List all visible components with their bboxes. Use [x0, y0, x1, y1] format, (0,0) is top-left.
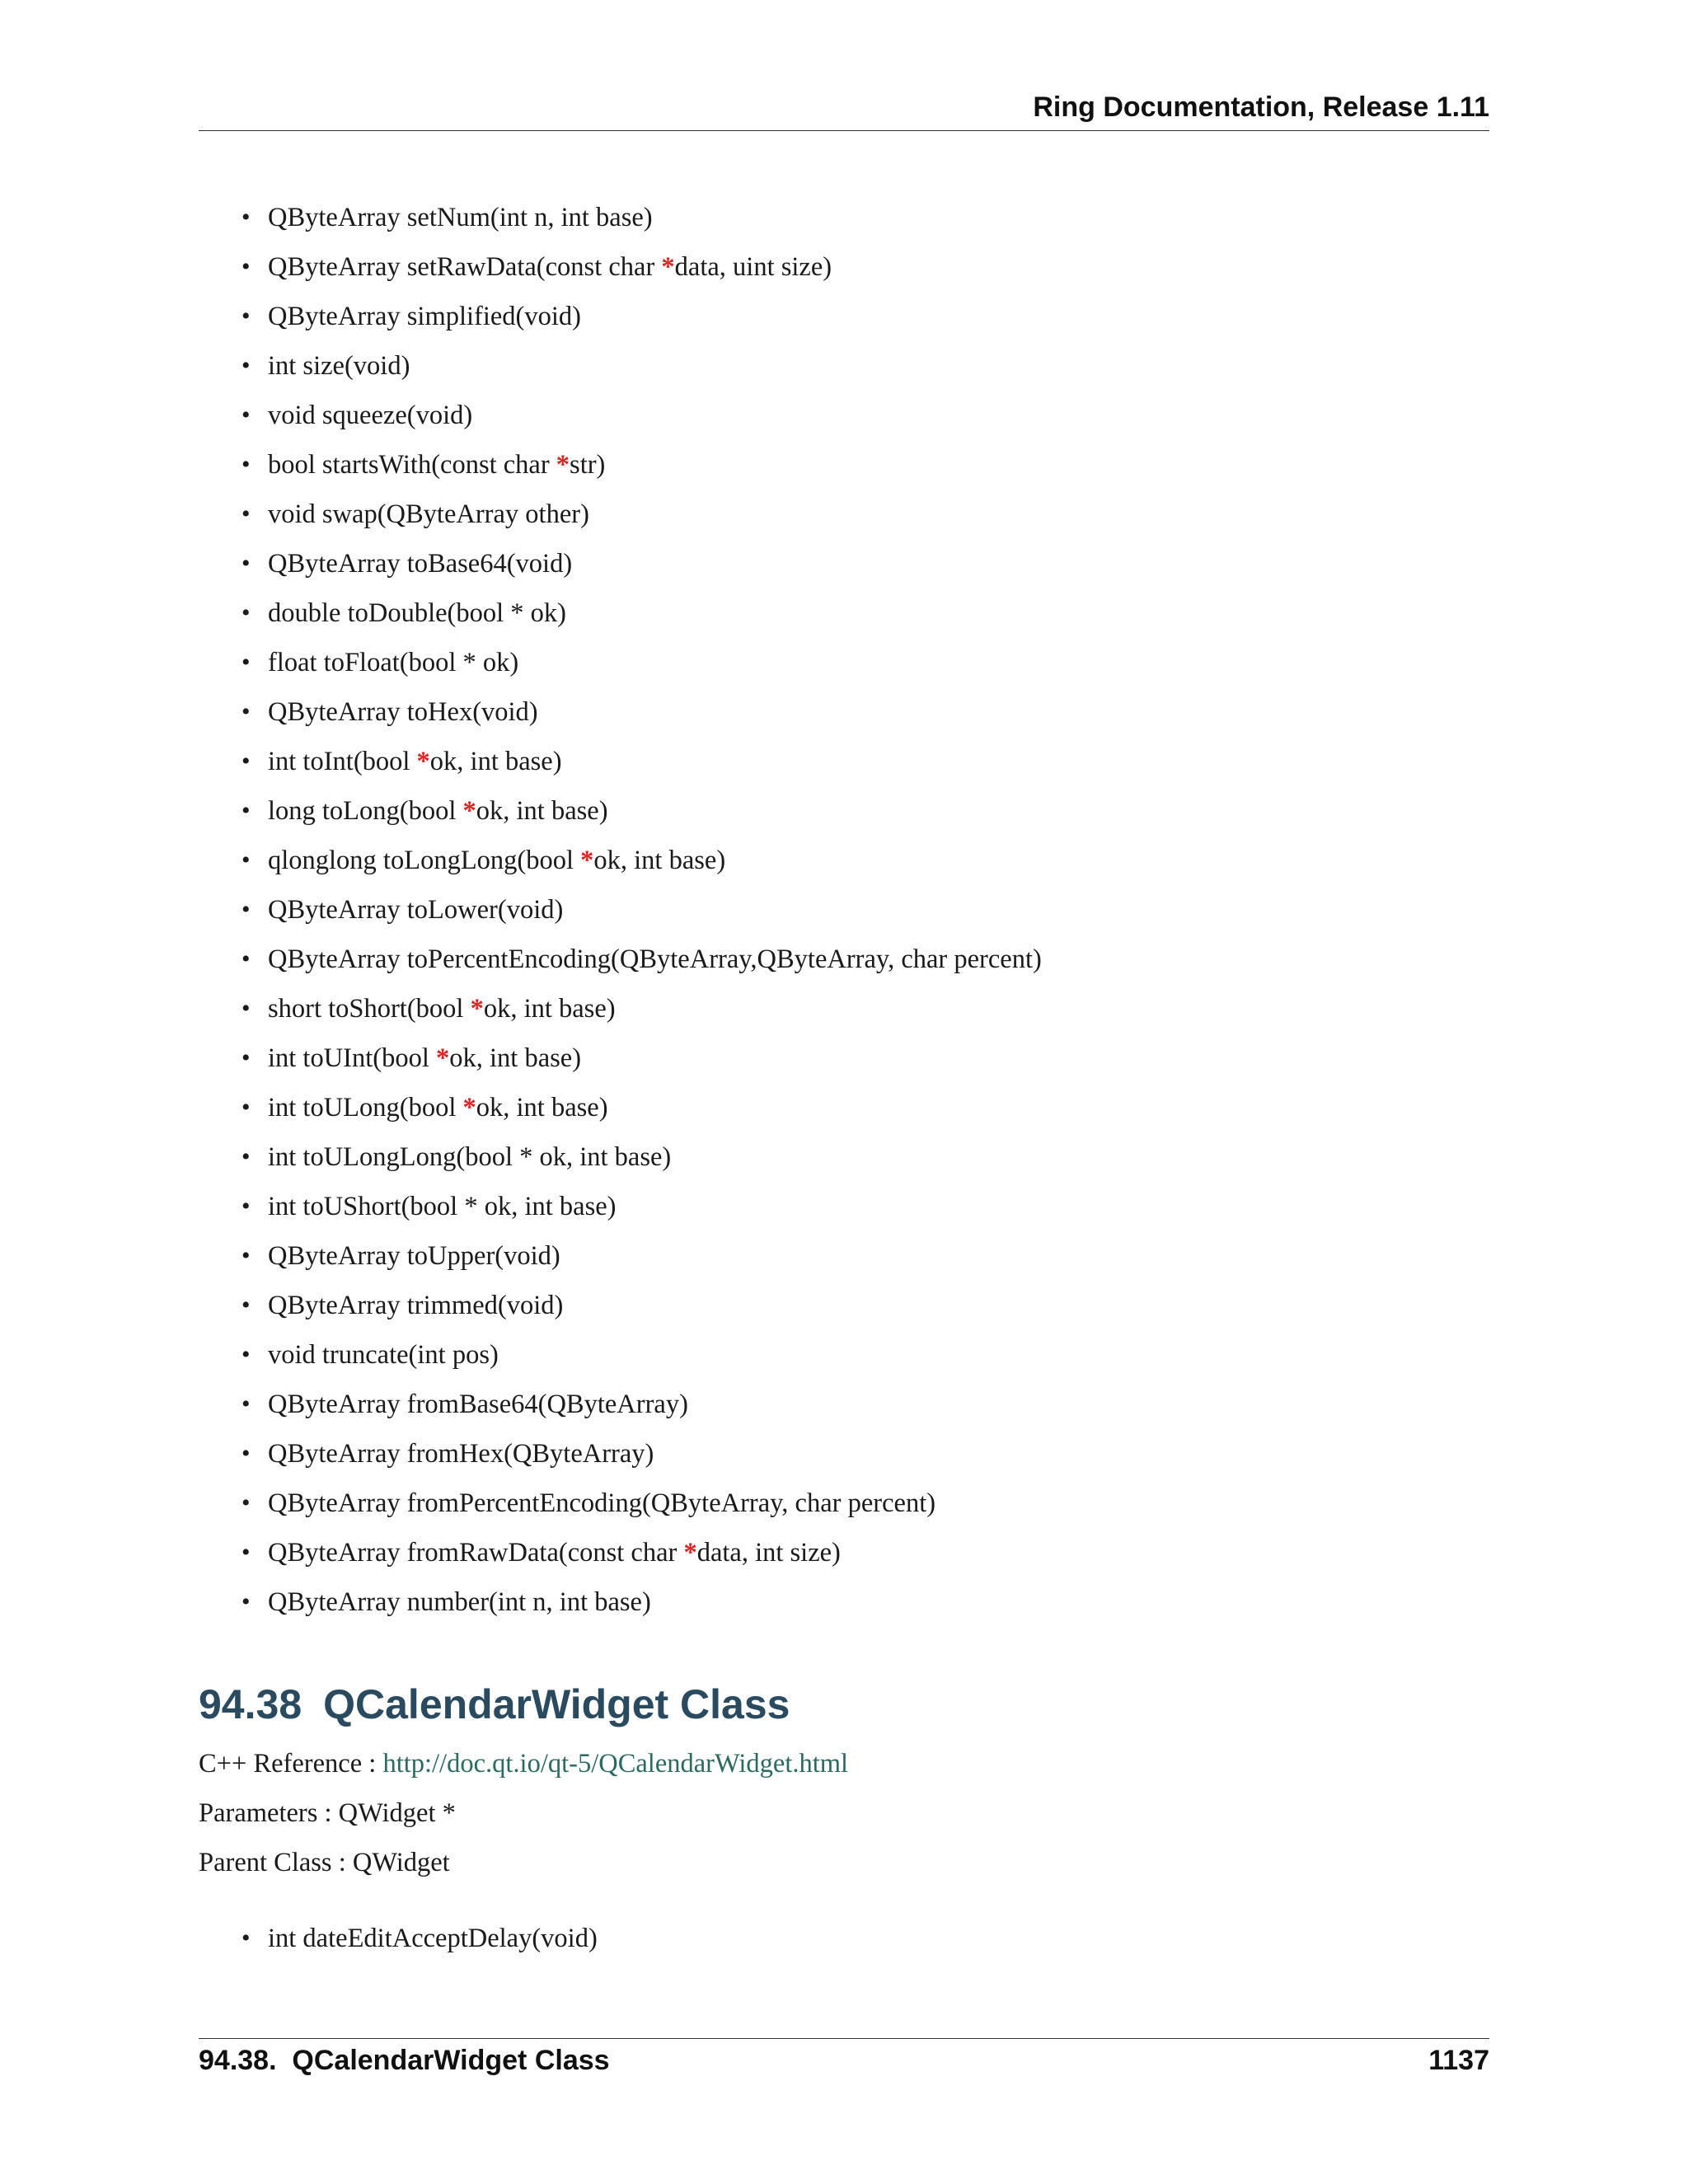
section-heading	[199, 1678, 790, 1731]
bullet-icon: •	[241, 550, 251, 577]
method-signature: QByteArray setNum(int n, int base)	[268, 203, 653, 232]
bullet-icon: •	[241, 1539, 251, 1566]
section-method-list	[241, 1917, 598, 1966]
bullet-icon: •	[241, 945, 251, 972]
method-signature: qlonglong toLongLong(bool	[268, 846, 581, 875]
header-rule	[199, 130, 1489, 131]
method-item	[241, 1917, 598, 1966]
method-item	[241, 839, 1478, 888]
pointer-asterisk: *	[470, 994, 484, 1024]
method-item	[241, 888, 1478, 938]
method-signature: QByteArray fromPercentEncoding(QByteArray, char percent)	[268, 1488, 936, 1518]
method-signature-rest: data, int size)	[696, 1538, 841, 1568]
method-signature-rest: ok, int base)	[476, 796, 608, 826]
method-signature-rest: ok, int base)	[449, 1043, 582, 1073]
method-signature: int toULongLong(bool * ok, int base)	[268, 1142, 672, 1172]
method-signature: QByteArray simplified(void)	[268, 302, 581, 331]
method-signature: QByteArray fromRawData(const char	[268, 1538, 684, 1568]
method-item	[241, 1482, 1478, 1531]
bullet-icon: •	[241, 1242, 251, 1269]
method-item	[241, 641, 1478, 691]
method-signature: double toDouble(bool * ok)	[268, 598, 566, 628]
pointer-asterisk: *	[683, 1538, 697, 1568]
section-title: QCalendarWidget Class	[323, 1681, 790, 1727]
method-item	[241, 1037, 1478, 1086]
parameters-line: Parameters : QWidget *	[199, 1798, 456, 1828]
method-item	[241, 493, 1478, 542]
method-signature: int size(void)	[268, 351, 410, 381]
page-number: 1137	[1428, 2045, 1489, 2076]
bullet-icon: •	[241, 204, 251, 231]
method-signature-rest: ok, int base)	[483, 994, 616, 1024]
bullet-icon: •	[241, 253, 251, 280]
method-item	[241, 1432, 1478, 1482]
method-item	[241, 740, 1478, 790]
method-signature: QByteArray toLower(void)	[268, 895, 564, 925]
reference-label: C++ Reference :	[199, 1749, 383, 1779]
method-signature: int toULong(bool	[268, 1093, 463, 1122]
bullet-icon: •	[241, 302, 251, 330]
bullet-icon: •	[241, 401, 251, 429]
method-item	[241, 987, 1478, 1037]
bullet-icon: •	[241, 797, 251, 824]
method-item	[241, 1531, 1478, 1581]
method-item	[241, 1136, 1478, 1185]
bullet-icon: •	[241, 748, 251, 775]
method-item	[241, 1185, 1478, 1235]
method-signature: void squeeze(void)	[268, 401, 473, 430]
method-item	[241, 790, 1478, 839]
bullet-icon: •	[241, 599, 251, 626]
method-item	[241, 443, 1478, 493]
method-item	[241, 1581, 1478, 1630]
method-item	[241, 196, 1478, 246]
method-item	[241, 1284, 1478, 1333]
method-signature-rest: str)	[570, 450, 606, 480]
bullet-icon: •	[241, 1440, 251, 1467]
method-signature: QByteArray trimmed(void)	[268, 1291, 564, 1320]
method-item	[241, 938, 1478, 987]
bullet-icon: •	[241, 1094, 251, 1121]
parent-class-line: Parent Class : QWidget	[199, 1848, 450, 1877]
bullet-icon: •	[241, 1924, 251, 1952]
method-signature: void swap(QByteArray other)	[268, 499, 589, 529]
pointer-asterisk: *	[462, 1093, 476, 1122]
pointer-asterisk: *	[436, 1043, 450, 1073]
pointer-asterisk: *	[580, 846, 594, 875]
bullet-icon: •	[241, 352, 251, 379]
bullet-icon: •	[241, 698, 251, 725]
method-item	[241, 1235, 1478, 1284]
method-item	[241, 295, 1478, 344]
bullet-icon: •	[241, 1143, 251, 1170]
method-signature: bool startsWith(const char	[268, 450, 556, 480]
method-signature: int dateEditAcceptDelay(void)	[268, 1924, 598, 1953]
method-signature: int toUShort(bool * ok, int base)	[268, 1192, 617, 1221]
running-header: Ring Documentation, Release 1.11	[1033, 91, 1489, 123]
pointer-asterisk: *	[416, 747, 430, 776]
bullet-icon: •	[241, 846, 251, 874]
method-signature: int toInt(bool	[268, 747, 417, 776]
method-signature: QByteArray toBase64(void)	[268, 549, 573, 579]
method-signature: QByteArray setRawData(const char	[268, 252, 662, 282]
method-item	[241, 592, 1478, 641]
method-item	[241, 1383, 1478, 1432]
method-signature: QByteArray toHex(void)	[268, 697, 538, 727]
method-signature: int toUInt(bool	[268, 1043, 437, 1073]
bullet-icon: •	[241, 500, 251, 527]
pointer-asterisk: *	[556, 450, 570, 480]
bullet-icon: •	[241, 451, 251, 478]
method-signature: QByteArray toPercentEncoding(QByteArray,QByteArray, char percent)	[268, 944, 1042, 974]
bullet-icon: •	[241, 1341, 251, 1368]
bullet-icon: •	[241, 1588, 251, 1615]
method-item	[241, 1333, 1478, 1383]
footer-rule	[199, 2038, 1489, 2039]
method-signature: short toShort(bool	[268, 994, 471, 1024]
section-number: 94.38	[199, 1681, 302, 1727]
method-item	[241, 1086, 1478, 1136]
method-signature: float toFloat(bool * ok)	[268, 648, 519, 677]
method-signature: QByteArray number(int n, int base)	[268, 1587, 651, 1617]
bullet-icon: •	[241, 1489, 251, 1516]
bullet-icon: •	[241, 1390, 251, 1418]
bullet-icon: •	[241, 995, 251, 1022]
method-item	[241, 691, 1478, 740]
reference-link[interactable]: http://doc.qt.io/qt-5/QCalendarWidget.html	[382, 1749, 849, 1779]
method-signature-rest: data, uint size)	[674, 252, 832, 282]
bullet-icon: •	[241, 1044, 251, 1071]
method-item	[241, 344, 1478, 394]
bullet-icon: •	[241, 1291, 251, 1319]
method-item	[241, 246, 1478, 295]
method-signature-rest: ok, int base)	[593, 846, 726, 875]
method-signature: QByteArray fromHex(QByteArray)	[268, 1439, 654, 1469]
bullet-icon: •	[241, 896, 251, 923]
method-signature-rest: ok, int base)	[429, 747, 562, 776]
method-signature: QByteArray toUpper(void)	[268, 1241, 560, 1271]
bullet-icon: •	[241, 649, 251, 676]
method-list	[241, 196, 1478, 1630]
method-item	[241, 394, 1478, 443]
method-signature: QByteArray fromBase64(QByteArray)	[268, 1390, 688, 1419]
method-signature-rest: ok, int base)	[476, 1093, 608, 1122]
method-signature: long toLong(bool	[268, 796, 463, 826]
method-signature: void truncate(int pos)	[268, 1340, 499, 1370]
bullet-icon: •	[241, 1193, 251, 1220]
reference-line	[199, 1742, 848, 1785]
pointer-asterisk: *	[661, 252, 675, 282]
method-item	[241, 542, 1478, 592]
footer-section-title: 94.38. QCalendarWidget Class	[199, 2045, 610, 2076]
pointer-asterisk: *	[462, 796, 476, 826]
